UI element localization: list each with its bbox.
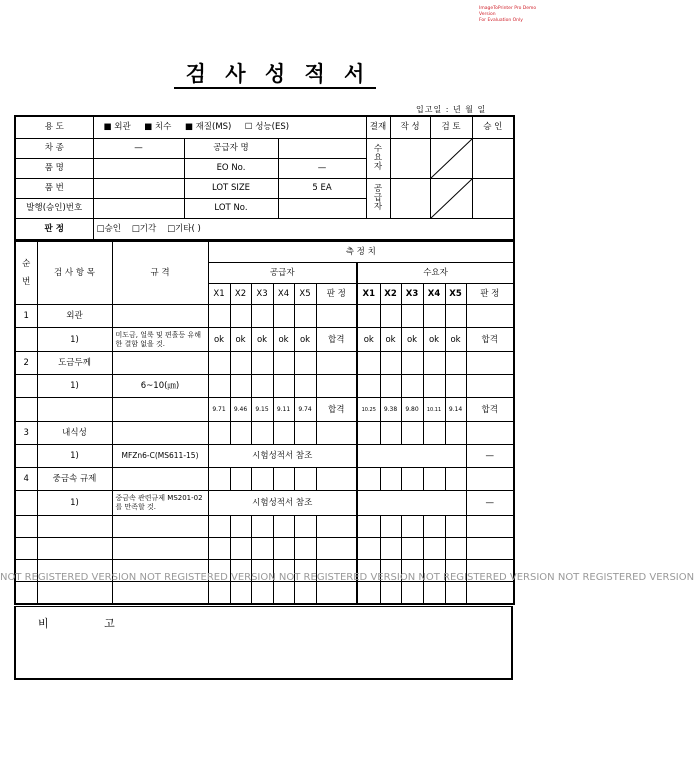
row-mid-value: — bbox=[278, 158, 366, 178]
remarks-label: 비 고 bbox=[38, 617, 141, 630]
header-table bbox=[14, 115, 515, 241]
receiver-judgment: 합격 bbox=[466, 398, 514, 422]
judge-col-header: 판 정 bbox=[316, 284, 357, 305]
row-no: 3 bbox=[15, 422, 37, 445]
supplier-value: 9.46 bbox=[230, 398, 251, 422]
row-no: 4 bbox=[15, 468, 37, 491]
usage-option-performance: ☐ 성능(ES) bbox=[244, 122, 290, 133]
row-spec: 6~10(㎛) bbox=[112, 375, 208, 398]
row-value bbox=[93, 198, 184, 218]
approval-col-write: 작 성 bbox=[390, 116, 430, 138]
demo-notice-line: For Evaluation Only bbox=[479, 18, 523, 23]
row-spec: MFZn6-C(MS611-15) bbox=[112, 445, 208, 468]
judge-col-header: 판 정 bbox=[466, 284, 514, 305]
x-col-header: X4 bbox=[273, 284, 294, 305]
supplier-value: 9.74 bbox=[294, 398, 316, 422]
receiver-value: 9.14 bbox=[445, 398, 466, 422]
row-spec bbox=[112, 305, 208, 328]
col-no-header bbox=[15, 242, 37, 305]
row-value bbox=[93, 178, 184, 198]
supplier-sign-approve bbox=[472, 178, 514, 218]
supplier-header: 공급자 bbox=[208, 263, 357, 284]
judgment-label: 판 정 bbox=[15, 218, 93, 240]
approval-col-approve: 승 인 bbox=[472, 116, 514, 138]
usage-option-material: ■ 재질(MS) bbox=[184, 122, 232, 133]
receiver-value: 9.80 bbox=[401, 398, 423, 422]
row-value bbox=[93, 158, 184, 178]
supplier-sign-write bbox=[390, 178, 430, 218]
row-label: 품 명 bbox=[15, 158, 93, 178]
usage-option-exterior: ■ 외관 bbox=[103, 122, 131, 133]
row-item: 도금두께 bbox=[37, 352, 112, 375]
supplier-value: ok bbox=[294, 328, 316, 352]
row-mid-value bbox=[278, 138, 366, 158]
measure-header: 측 정 치 bbox=[208, 242, 514, 263]
x-col-header: X1 bbox=[357, 284, 380, 305]
receiver-sign-review bbox=[430, 138, 472, 178]
row-mid-label: 공급자 명 bbox=[184, 138, 278, 158]
supplier-judgment: 합격 bbox=[316, 398, 357, 422]
diagonal-line-icon bbox=[431, 179, 472, 218]
row-item: 중금속 규제 bbox=[37, 468, 112, 491]
supplier-reference: 시험성적서 참조 bbox=[208, 445, 357, 468]
col-spec-header: 규 격 bbox=[112, 242, 208, 305]
usage-label: 용 도 bbox=[15, 116, 93, 138]
inspection-table bbox=[14, 241, 515, 605]
supplier-value: ok bbox=[208, 328, 230, 352]
diagonal-line-icon bbox=[431, 139, 472, 178]
col-item-header: 검 사 항 목 bbox=[37, 242, 112, 305]
receipt-date: 입고일 : 년 월 일 bbox=[416, 105, 487, 114]
col-no-text: 순 번 bbox=[22, 258, 31, 287]
row-label: 발행(승인)번호 bbox=[15, 198, 93, 218]
judgment-option-approve: □승인 bbox=[96, 223, 121, 234]
remarks-box bbox=[14, 606, 513, 680]
row-mid-label: LOT SIZE bbox=[184, 178, 278, 198]
receiver-value: ok bbox=[401, 328, 423, 352]
x-col-header: X1 bbox=[208, 284, 230, 305]
supplier-sign-review bbox=[430, 178, 472, 218]
approval-label: 결재 bbox=[366, 116, 390, 138]
supplier-value: 9.11 bbox=[273, 398, 294, 422]
receiver-value: ok bbox=[380, 328, 401, 352]
judgment-options bbox=[93, 218, 514, 240]
x-col-header: X3 bbox=[251, 284, 273, 305]
receiver-value: 10.11 bbox=[423, 398, 445, 422]
receiver-label-text: 수 요 자 bbox=[373, 143, 383, 172]
receiver-sign-write bbox=[390, 138, 430, 178]
receiver-judgment: 합격 bbox=[466, 328, 514, 352]
row-label: 차 종 bbox=[15, 138, 93, 158]
demo-notice bbox=[479, 6, 547, 24]
supplier-label-text: 공 급 자 bbox=[373, 183, 383, 212]
x-col-header: X5 bbox=[445, 284, 466, 305]
judgment-option-reject: □기각 bbox=[131, 223, 157, 234]
x-col-header: X5 bbox=[294, 284, 316, 305]
receiver-value: ok bbox=[357, 328, 380, 352]
receiver-value: ok bbox=[423, 328, 445, 352]
supplier-value: ok bbox=[251, 328, 273, 352]
receiver-value: 9.38 bbox=[380, 398, 401, 422]
row-sub: 1) bbox=[37, 491, 112, 516]
row-sub: 1) bbox=[37, 328, 112, 352]
supplier-value: ok bbox=[230, 328, 251, 352]
row-label: 품 번 bbox=[15, 178, 93, 198]
supplier-value: 9.15 bbox=[251, 398, 273, 422]
row-mid-label: LOT No. bbox=[184, 198, 278, 218]
receiver-value: ok bbox=[445, 328, 466, 352]
row-spec: 중금속 관련규제 MS201-02를 만족할 것. bbox=[112, 491, 208, 516]
document-title: 검 사 성 적 서 bbox=[0, 62, 550, 89]
demo-notice-line: ImageToPrinter Pro Demo Version bbox=[479, 6, 537, 17]
row-mid-value: 5 EA bbox=[278, 178, 366, 198]
row-sub: 1) bbox=[37, 375, 112, 398]
receiver-value: 10.25 bbox=[357, 398, 380, 422]
x-col-header: X2 bbox=[230, 284, 251, 305]
row-item: 외관 bbox=[37, 305, 112, 328]
row-no: 1 bbox=[15, 305, 37, 328]
supplier-judgment: 합격 bbox=[316, 328, 357, 352]
x-col-header: X3 bbox=[401, 284, 423, 305]
receiver-judgment: — bbox=[466, 445, 514, 468]
supplier-reference: 시험성적서 참조 bbox=[208, 491, 357, 516]
judgment-option-other: □기타( ) bbox=[167, 223, 201, 234]
row-mid-value bbox=[278, 198, 366, 218]
receiver-judgment: — bbox=[466, 491, 514, 516]
unregistered-watermark: NOT REGISTERED VERSION NOT REGISTERED VERSION NOT REGISTERED VERSION NOT REGISTERED VERSION NOT REGISTERED VERSION bbox=[0, 572, 694, 583]
row-value: — bbox=[93, 138, 184, 158]
usage-option-dimension: ■ 치수 bbox=[144, 122, 172, 133]
usage-options bbox=[93, 116, 366, 138]
receiver-header: 수요자 bbox=[357, 263, 514, 284]
approval-col-review: 검 토 bbox=[430, 116, 472, 138]
receiver-label bbox=[366, 138, 390, 178]
x-col-header: X4 bbox=[423, 284, 445, 305]
row-spec: 미도금, 얼룩 및 편흘등 유해한 결함 없을 것. bbox=[112, 328, 208, 352]
row-sub: 1) bbox=[37, 445, 112, 468]
supplier-value: 9.71 bbox=[208, 398, 230, 422]
supplier-label bbox=[366, 178, 390, 218]
supplier-value: ok bbox=[273, 328, 294, 352]
row-mid-label: EO No. bbox=[184, 158, 278, 178]
receiver-sign-approve bbox=[472, 138, 514, 178]
row-no: 2 bbox=[15, 352, 37, 375]
row-item: 내식성 bbox=[37, 422, 112, 445]
x-col-header: X2 bbox=[380, 284, 401, 305]
